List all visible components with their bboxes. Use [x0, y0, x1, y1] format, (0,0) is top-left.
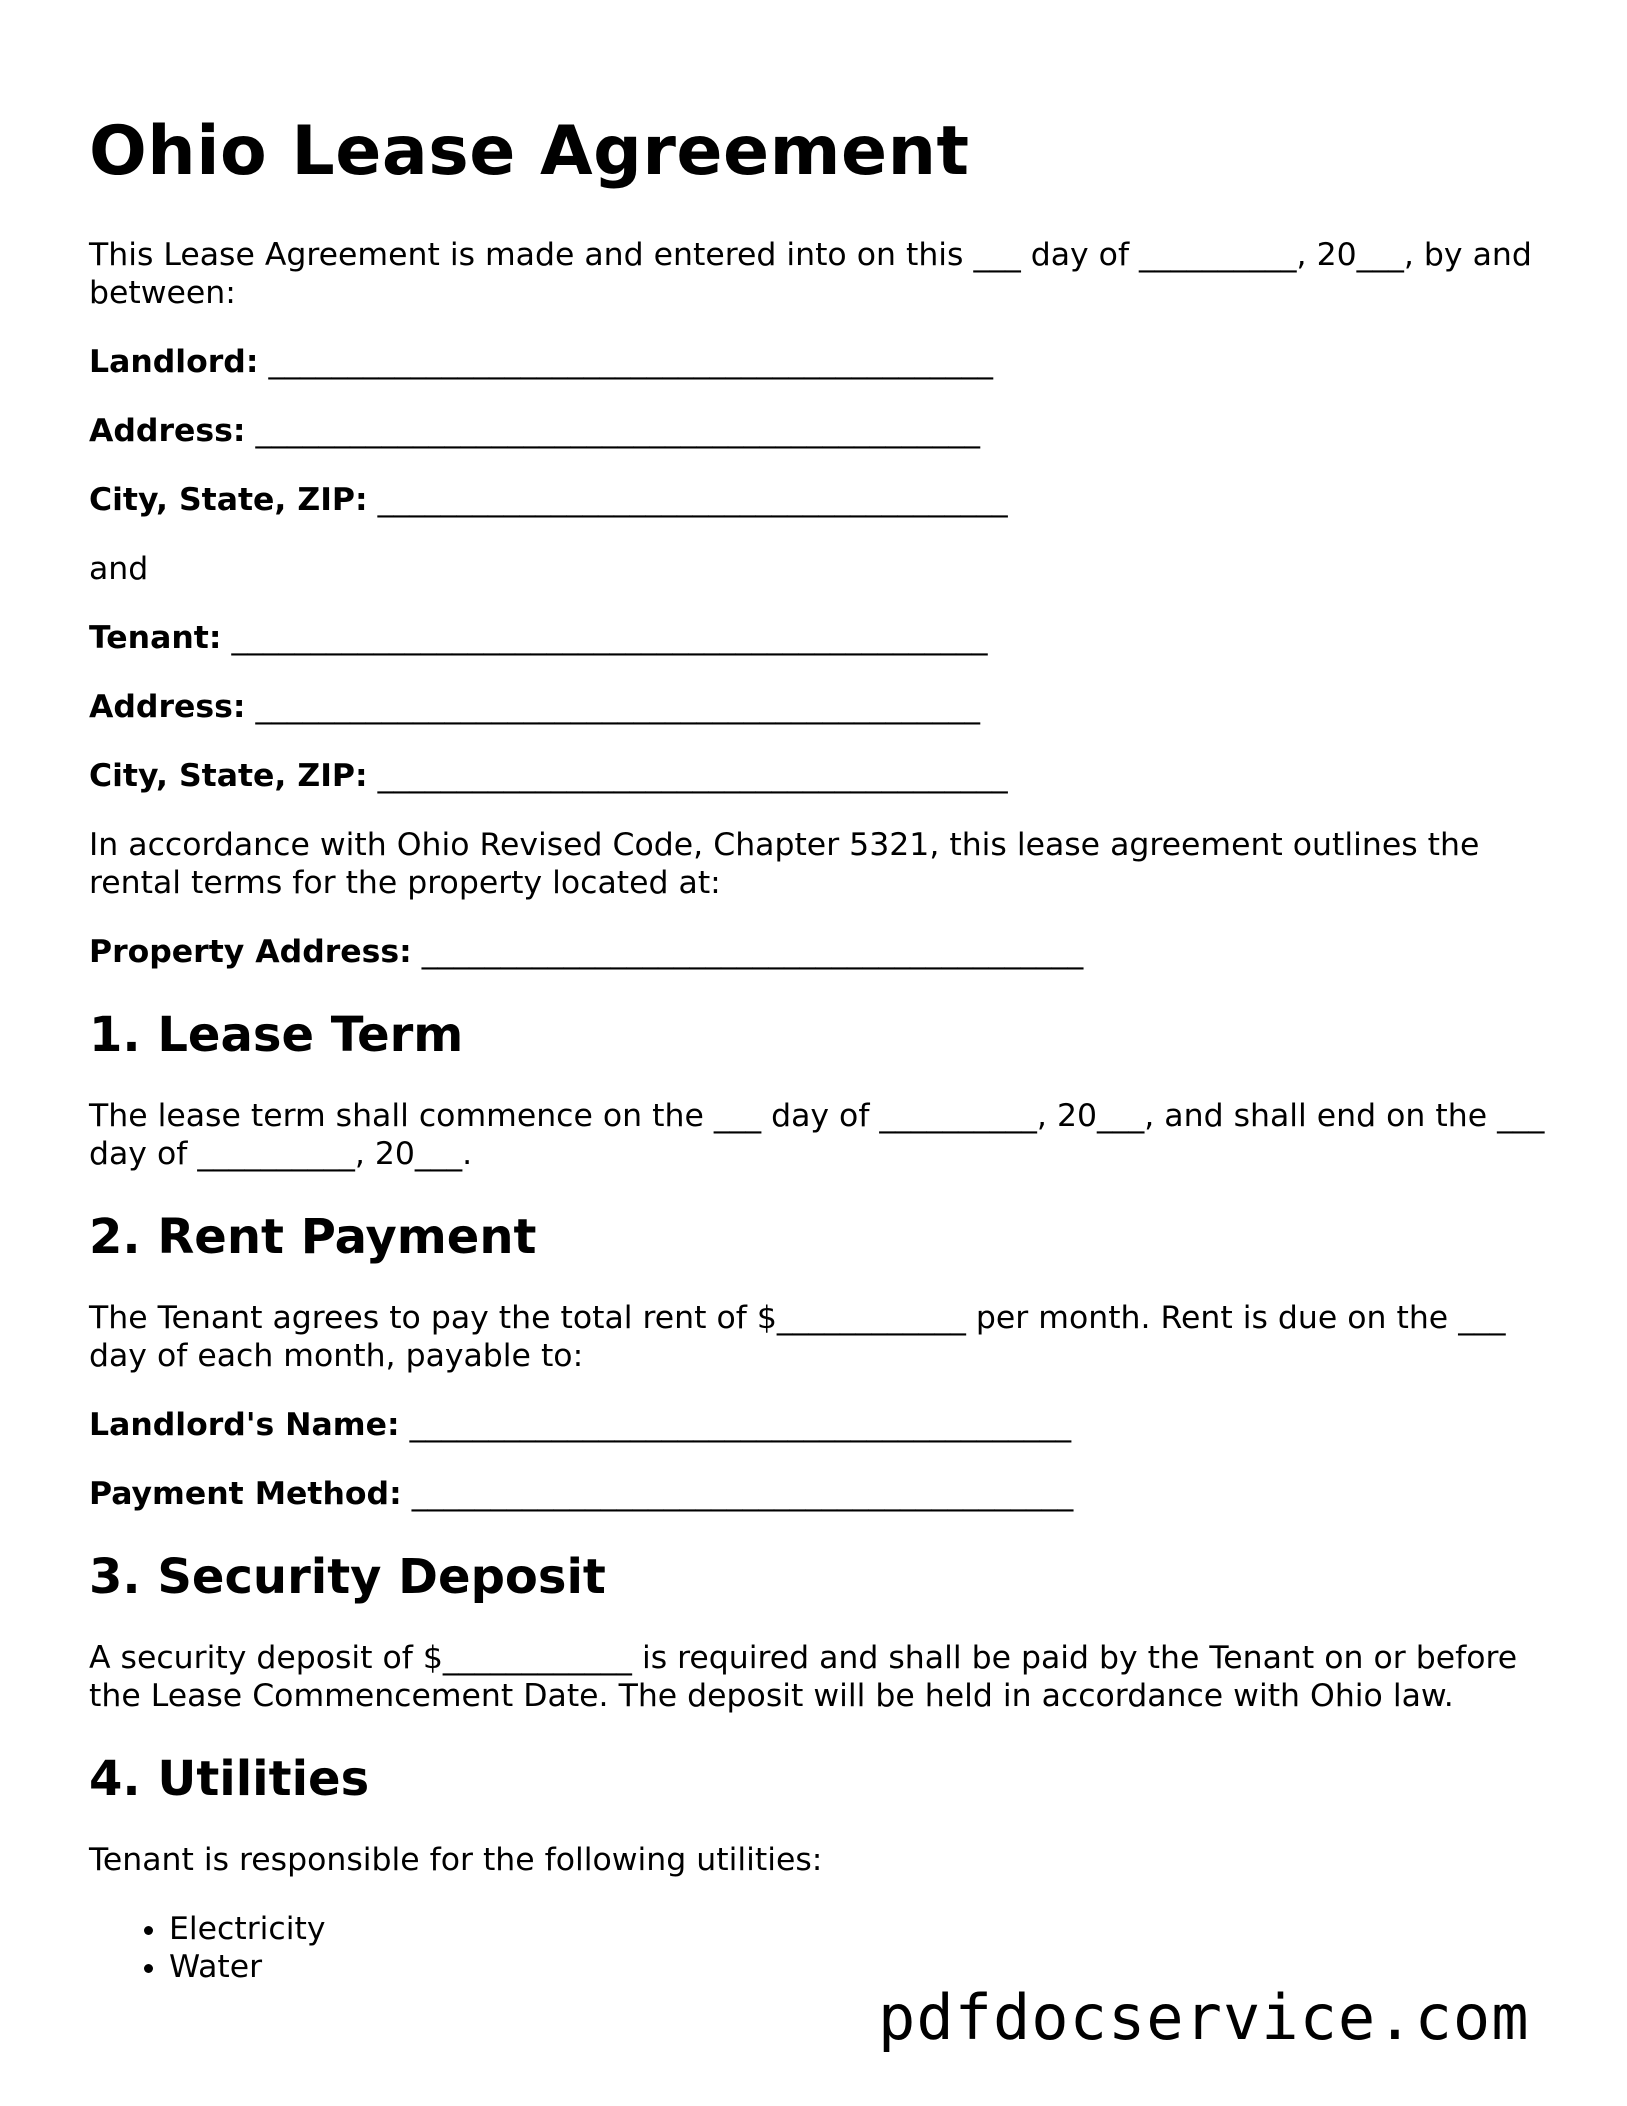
- rent-payment-heading: 2. Rent Payment: [89, 1209, 537, 1265]
- tenant-city-state-zip-field: [89, 757, 1549, 795]
- field-blank: ________________________________________: [377, 482, 1008, 518]
- tenant-address-field: [89, 688, 1549, 726]
- document-title: Ohio Lease Agreement: [89, 112, 970, 191]
- list-item: • Water: [169, 1948, 1549, 1986]
- field-blank: ________________________________________: [377, 758, 1008, 794]
- field-label: Address:: [89, 413, 246, 449]
- rent-payment-paragraph: The Tenant agrees to pay the total rent of $____________ per month. Rent is due on the ___ day of each month, payable to:: [89, 1300, 1506, 1374]
- landlord-city-state-zip-field: [89, 481, 1549, 519]
- list-item: • Electricity: [169, 1910, 1549, 1948]
- field-blank: __________________________________________: [411, 1476, 1074, 1512]
- field-label: Address:: [89, 689, 246, 725]
- field-label: Landlord:: [89, 344, 259, 380]
- tenant-name-field: [89, 619, 1549, 657]
- lease-term-heading: 1. Lease Term: [89, 1007, 464, 1063]
- field-blank: ______________________________________________: [268, 344, 993, 380]
- field-blank: __________________________________________: [421, 934, 1084, 970]
- landlord-address-field: [89, 412, 1549, 450]
- field-label: Property Address:: [89, 934, 412, 970]
- lease-document: [89, 110, 1549, 1986]
- security-deposit-heading: 3. Security Deposit: [89, 1549, 606, 1605]
- accordance-paragraph: In accordance with Ohio Revised Code, Chapter 5321, this lease agreement outlines the rental terms for the property located at:: [89, 827, 1480, 901]
- field-blank: ______________________________________________: [255, 689, 980, 725]
- landlord-name-field: [89, 343, 1549, 381]
- field-blank: __________________________________________: [409, 1407, 1072, 1443]
- intro-paragraph: This Lease Agreement is made and entered into on this ___ day of __________, 20___, by and between:: [89, 237, 1532, 311]
- field-label: Landlord's Name:: [89, 1407, 400, 1443]
- utilities-heading: 4. Utilities: [89, 1751, 370, 1807]
- watermark-text: pdfdocservice.com: [878, 1981, 1530, 2054]
- property-address-field: [89, 933, 1549, 971]
- payment-method-field: [89, 1475, 1549, 1513]
- field-label: Payment Method:: [89, 1476, 402, 1512]
- landlords-name-field: [89, 1406, 1549, 1444]
- lease-term-paragraph: The lease term shall commence on the ___ day of __________, 20___, and shall end on the ___ day of __________, 20___.: [89, 1098, 1545, 1172]
- field-label: City, State, ZIP:: [89, 758, 368, 794]
- utilities-paragraph: Tenant is responsible for the following utilities:: [89, 1842, 823, 1878]
- field-label: City, State, ZIP:: [89, 482, 368, 518]
- and-text: and: [89, 551, 149, 587]
- field-label: Tenant:: [89, 620, 222, 656]
- field-blank: ________________________________________________: [231, 620, 988, 656]
- field-blank: ______________________________________________: [255, 413, 980, 449]
- utilities-list: [89, 1910, 1549, 1986]
- security-deposit-paragraph: A security deposit of $____________ is required and shall be paid by the Tenant on or before the Lease Commencement Date. The deposit will be held in accordance with Ohio law.: [89, 1640, 1518, 1714]
